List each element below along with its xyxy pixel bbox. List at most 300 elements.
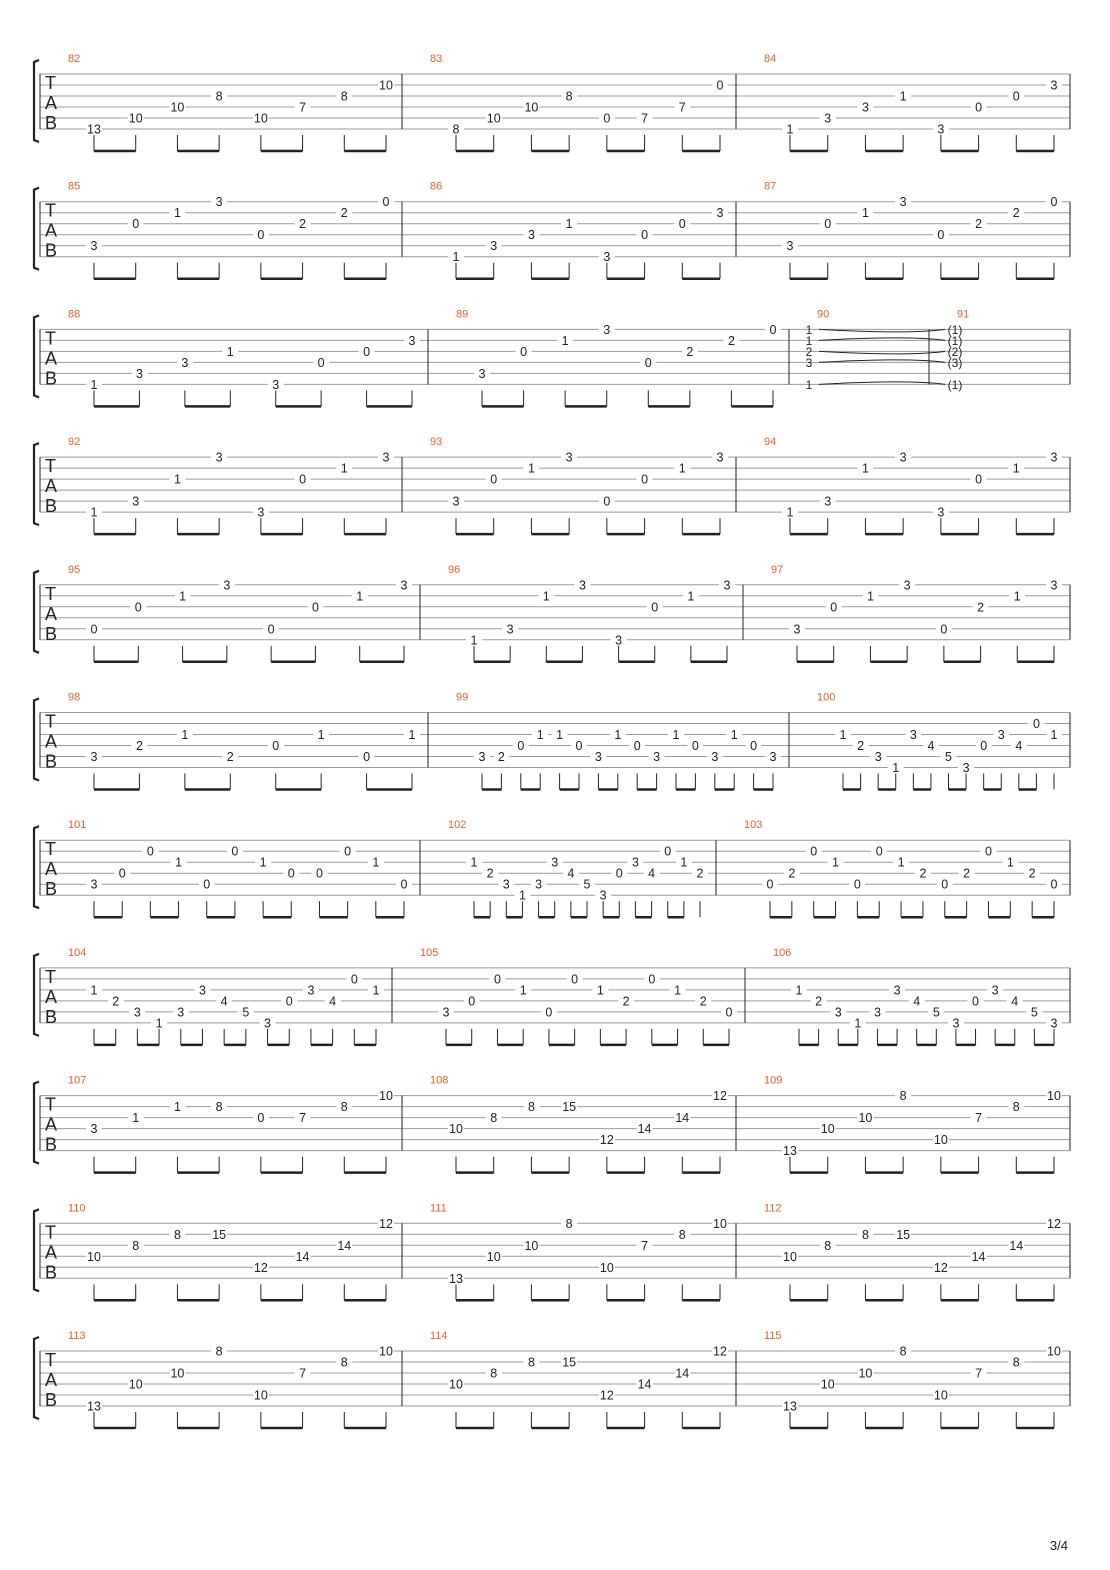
fret-number: 3 bbox=[824, 494, 832, 509]
fret-number: 7 bbox=[299, 1366, 307, 1381]
tab-clef-letter: T bbox=[45, 711, 56, 732]
fret-number: 7 bbox=[641, 1238, 649, 1253]
fret-number: 2 bbox=[497, 750, 505, 764]
tab-clef-letter: T bbox=[45, 1094, 56, 1115]
measure-110 bbox=[68, 1202, 394, 1300]
fret-number: 0 bbox=[1050, 195, 1058, 210]
measure-89 bbox=[456, 308, 781, 406]
fret-number: 14 bbox=[675, 1366, 690, 1381]
fret-number: 3 bbox=[874, 750, 882, 764]
fret-number: 3 bbox=[135, 366, 143, 381]
fret-number: 3 bbox=[478, 366, 486, 381]
fret-number: 0 bbox=[980, 739, 988, 753]
fret-number: 8 bbox=[215, 89, 223, 104]
fret-number: 0 bbox=[317, 355, 325, 370]
tab-clef-letter: B bbox=[45, 1006, 58, 1027]
fret-number: 1 bbox=[340, 461, 348, 476]
tab-system bbox=[34, 1330, 1070, 1428]
tied-fret-number: (3) bbox=[947, 355, 963, 370]
tab-clef-letter: B bbox=[45, 240, 58, 261]
fret-number: 15 bbox=[562, 1355, 577, 1370]
fret-number: 1 bbox=[1013, 589, 1021, 604]
measure-number: 85 bbox=[68, 180, 81, 193]
measure-105 bbox=[420, 947, 737, 1045]
fret-number: 0 bbox=[132, 217, 140, 232]
measure-87 bbox=[764, 181, 1062, 279]
measure-number: 99 bbox=[456, 691, 469, 704]
fret-number: 0 bbox=[520, 344, 528, 359]
fret-number: 10 bbox=[486, 111, 501, 126]
fret-number: 14 bbox=[637, 1377, 652, 1392]
measure-85 bbox=[68, 181, 394, 279]
measure-113 bbox=[68, 1330, 394, 1428]
measure-number: 100 bbox=[817, 691, 836, 704]
fret-number: 3 bbox=[1050, 578, 1058, 593]
fret-number: 14 bbox=[971, 1249, 986, 1264]
fret-number: 3 bbox=[90, 750, 98, 764]
measure-95 bbox=[68, 564, 412, 662]
fret-number: 10 bbox=[933, 1133, 948, 1148]
measure-number: 105 bbox=[420, 946, 439, 959]
fret-number: 1 bbox=[854, 1016, 862, 1031]
fret-number: 1 bbox=[674, 983, 682, 998]
fret-number: 0 bbox=[545, 1005, 553, 1020]
tab-clef-letter: T bbox=[45, 1222, 56, 1243]
fret-number: 10 bbox=[524, 100, 539, 115]
fret-number: 2 bbox=[135, 739, 143, 753]
fret-number: 3 bbox=[631, 855, 639, 870]
fret-number: 14 bbox=[295, 1249, 310, 1264]
tab-clef-letter: B bbox=[45, 879, 58, 900]
fret-number: 0 bbox=[231, 844, 239, 859]
fret-number: 3 bbox=[478, 750, 486, 764]
fret-number: 10 bbox=[128, 1377, 143, 1392]
fret-number: 8 bbox=[527, 1355, 535, 1370]
fret-number: 0 bbox=[875, 844, 883, 859]
measure-number: 108 bbox=[430, 1074, 449, 1087]
fret-number: 3 bbox=[909, 728, 917, 742]
tab-clef-letter: B bbox=[45, 1262, 58, 1283]
tab-clef-letter: A bbox=[45, 731, 58, 752]
fret-number: 0 bbox=[766, 877, 774, 892]
fret-number: 3 bbox=[793, 622, 801, 637]
fret-number: 1 bbox=[786, 122, 794, 137]
fret-number: 2 bbox=[622, 994, 630, 1009]
fret-number: 2 bbox=[977, 600, 985, 615]
measure-number: 94 bbox=[764, 436, 777, 449]
measure-number: 91 bbox=[957, 308, 970, 321]
fret-number: 1 bbox=[899, 89, 907, 104]
fret-number: 8 bbox=[1012, 1355, 1020, 1370]
measure-115 bbox=[764, 1330, 1062, 1428]
fret-number: 10 bbox=[858, 1366, 873, 1381]
fret-number: 7 bbox=[975, 1366, 983, 1381]
fret-number: 0 bbox=[853, 877, 861, 892]
fret-number: 2 bbox=[919, 866, 927, 881]
fret-number: 3 bbox=[873, 1005, 881, 1020]
fret-number: 3 bbox=[952, 1016, 960, 1031]
tab-clef-letter: B bbox=[45, 751, 58, 772]
system-bracket bbox=[34, 1209, 39, 1291]
fret-number: 1 bbox=[614, 728, 622, 742]
fret-number: 0 bbox=[984, 844, 992, 859]
fret-number: 0 bbox=[350, 972, 358, 987]
measure-number: 112 bbox=[764, 1202, 782, 1215]
fret-number: 1 bbox=[861, 206, 869, 221]
fret-number: 0 bbox=[972, 994, 980, 1009]
fret-number: 8 bbox=[132, 1238, 140, 1253]
measure-90 bbox=[806, 308, 945, 392]
fret-number: 1 bbox=[356, 589, 364, 604]
fret-number: 1 bbox=[832, 855, 840, 870]
fret-number: 0 bbox=[272, 739, 280, 753]
tied-fret-number: (1) bbox=[947, 322, 963, 337]
fret-number: 0 bbox=[118, 866, 126, 881]
tab-system bbox=[34, 1075, 1070, 1173]
tab-clef-letter: B bbox=[45, 368, 58, 389]
measure-98 bbox=[68, 692, 420, 790]
fret-number: 0 bbox=[664, 844, 672, 859]
measure-109 bbox=[764, 1075, 1062, 1173]
fret-number: 3 bbox=[223, 578, 231, 593]
measure-99 bbox=[456, 692, 781, 790]
fret-number: 2 bbox=[226, 750, 234, 764]
measure-101 bbox=[68, 819, 412, 917]
fret-number: 4 bbox=[1011, 994, 1019, 1009]
fret-number: 0 bbox=[750, 739, 758, 753]
tab-clef-letter: T bbox=[45, 200, 56, 221]
fret-number: 10 bbox=[170, 100, 185, 115]
fret-number: 1 bbox=[565, 217, 573, 232]
fret-number: 3 bbox=[215, 195, 223, 210]
fret-number: 0 bbox=[490, 472, 498, 487]
fret-number: 3 bbox=[603, 250, 611, 265]
fret-number: 0 bbox=[830, 600, 838, 615]
measure-number: 109 bbox=[764, 1074, 783, 1087]
fret-number: 3 bbox=[594, 750, 602, 764]
fret-number: 3 bbox=[1050, 450, 1058, 465]
fret-number: 5 bbox=[945, 750, 952, 764]
fret-number: 12 bbox=[599, 1388, 614, 1403]
fret-number: 8 bbox=[527, 1100, 535, 1115]
fret-number: 13 bbox=[783, 1144, 797, 1159]
fret-number: 10 bbox=[820, 1122, 835, 1137]
fret-number: 2 bbox=[299, 217, 307, 232]
fret-number: 0 bbox=[769, 322, 777, 337]
measure-number: 111 bbox=[430, 1202, 447, 1215]
fret-number: 8 bbox=[678, 1227, 686, 1242]
measure-91 bbox=[948, 308, 970, 392]
tab-clef-letter: A bbox=[45, 1370, 58, 1390]
fret-number: 2 bbox=[112, 994, 120, 1009]
fret-number: 4 bbox=[913, 994, 921, 1009]
fret-number: 0 bbox=[641, 228, 649, 243]
fret-number: 10 bbox=[449, 1377, 463, 1392]
tab-clef-letter: T bbox=[45, 328, 56, 349]
fret-number: 1 bbox=[470, 633, 478, 648]
fret-number: 0 bbox=[257, 1111, 265, 1126]
fret-number: 3 bbox=[937, 122, 945, 137]
fret-number: 10 bbox=[524, 1238, 539, 1253]
fret-number: 10 bbox=[379, 1344, 393, 1359]
fret-number: 1 bbox=[470, 855, 478, 870]
fret-number: 1 bbox=[132, 1111, 140, 1126]
tab-clef-letter: A bbox=[45, 93, 58, 113]
fret-number: 10 bbox=[379, 78, 393, 93]
fret-number: 0 bbox=[691, 739, 699, 753]
fret-number: 3 bbox=[578, 578, 586, 593]
fret-number: 1 bbox=[90, 505, 98, 520]
tab-system bbox=[34, 692, 1070, 790]
fret-number: 10 bbox=[87, 1249, 101, 1264]
fret-number: 1 bbox=[786, 505, 794, 520]
fret-number: 10 bbox=[379, 1089, 393, 1104]
fret-number: 3 bbox=[997, 728, 1005, 742]
measure-100 bbox=[817, 692, 1062, 790]
fret-number: 0 bbox=[941, 877, 949, 892]
fret-number: 3 bbox=[264, 1016, 272, 1031]
fret-number: 0 bbox=[400, 877, 408, 892]
fret-number: 0 bbox=[615, 866, 623, 881]
measure-number: 90 bbox=[817, 308, 830, 321]
chord-fret-number: 1 bbox=[805, 333, 813, 348]
fret-number: 8 bbox=[565, 89, 573, 104]
fret-number: 10 bbox=[128, 111, 143, 126]
fret-number: 0 bbox=[493, 972, 501, 987]
fret-number: 5 bbox=[242, 1005, 250, 1020]
fret-number: 4 bbox=[220, 994, 228, 1009]
tab-system bbox=[34, 1202, 1070, 1300]
fret-number: 10 bbox=[170, 1366, 185, 1381]
fret-number: 2 bbox=[975, 217, 983, 232]
measure-94 bbox=[764, 436, 1062, 534]
tab-clef-letter: B bbox=[45, 113, 58, 133]
fret-number: 14 bbox=[637, 1122, 652, 1137]
fret-number: 0 bbox=[725, 1005, 733, 1020]
fret-number: 8 bbox=[565, 1216, 573, 1231]
fret-number: 2 bbox=[340, 206, 348, 221]
fret-number: 3 bbox=[716, 450, 724, 465]
fret-number: 10 bbox=[1047, 1089, 1061, 1104]
tab-clef-letter: T bbox=[45, 583, 56, 604]
fret-number: 7 bbox=[299, 100, 307, 115]
fret-number: 3 bbox=[90, 1122, 98, 1137]
fret-number: 1 bbox=[372, 855, 380, 870]
fret-number: 1 bbox=[839, 728, 847, 742]
measure-102 bbox=[448, 819, 708, 917]
fret-number: 1 bbox=[1006, 855, 1014, 870]
fret-number: 3 bbox=[307, 983, 315, 998]
tab-clef-letter: T bbox=[45, 839, 56, 860]
fret-number: 3 bbox=[991, 983, 999, 998]
measure-number: 110 bbox=[68, 1202, 86, 1215]
fret-number: 3 bbox=[615, 633, 623, 648]
measure-96 bbox=[448, 564, 735, 662]
fret-number: 1 bbox=[1050, 728, 1058, 742]
fret-number: 10 bbox=[449, 1122, 463, 1137]
measure-106 bbox=[773, 947, 1062, 1045]
tab-system bbox=[34, 181, 1070, 279]
fret-number: 8 bbox=[173, 1227, 181, 1242]
fret-number: 1 bbox=[1012, 461, 1020, 476]
fret-number: 14 bbox=[337, 1238, 352, 1253]
fret-number: 3 bbox=[861, 100, 869, 115]
measure-104 bbox=[68, 947, 384, 1045]
fret-number: 3 bbox=[937, 505, 945, 520]
measure-84 bbox=[764, 53, 1062, 151]
measure-number: 107 bbox=[68, 1074, 87, 1087]
fret-number: 1 bbox=[90, 377, 98, 392]
fret-number: 1 bbox=[181, 728, 189, 742]
fret-number: 5 bbox=[932, 1005, 940, 1020]
fret-number: 1 bbox=[408, 728, 416, 742]
measure-number: 95 bbox=[68, 563, 81, 576]
measure-92 bbox=[68, 436, 394, 534]
fret-number: 1 bbox=[259, 855, 267, 870]
tab-system bbox=[34, 947, 1070, 1045]
fret-number: 1 bbox=[678, 461, 686, 476]
fret-number: 15 bbox=[896, 1227, 911, 1242]
fret-number: 3 bbox=[181, 355, 189, 370]
fret-number: 3 bbox=[90, 877, 98, 892]
measure-111 bbox=[430, 1202, 728, 1300]
measure-number: 84 bbox=[764, 53, 777, 65]
fret-number: 3 bbox=[90, 239, 98, 254]
tab-clef-letter: A bbox=[45, 476, 58, 497]
fret-number: 8 bbox=[899, 1344, 907, 1359]
fret-number: 0 bbox=[468, 994, 476, 1009]
fret-number: 1 bbox=[175, 855, 183, 870]
chord-fret-number: 1 bbox=[805, 377, 813, 392]
fret-number: 1 bbox=[866, 589, 874, 604]
fret-number: 3 bbox=[198, 983, 206, 998]
fret-number: 3 bbox=[132, 494, 140, 509]
fret-number: 0 bbox=[651, 600, 659, 615]
fret-number: 1 bbox=[680, 855, 688, 870]
fret-number: 0 bbox=[678, 217, 686, 232]
system-bracket bbox=[34, 571, 39, 653]
tab-clef-letter: A bbox=[45, 1114, 58, 1135]
fret-number: 3 bbox=[899, 195, 907, 210]
fret-number: 13 bbox=[449, 1271, 463, 1286]
fret-number: 8 bbox=[490, 1111, 498, 1126]
fret-number: 1 bbox=[519, 983, 527, 998]
fret-number: 0 bbox=[603, 111, 611, 126]
fret-number: 2 bbox=[1012, 206, 1020, 221]
fret-number: 0 bbox=[575, 739, 583, 753]
fret-number: 0 bbox=[810, 844, 818, 859]
fret-number: 3 bbox=[133, 1005, 141, 1020]
measure-number: 97 bbox=[771, 563, 784, 576]
fret-number: 14 bbox=[675, 1111, 690, 1126]
tab-clef-letter: A bbox=[45, 1242, 58, 1263]
tied-fret-number: (1) bbox=[947, 377, 963, 392]
tab-system bbox=[34, 53, 1070, 151]
fret-number: 0 bbox=[648, 972, 656, 987]
measure-number: 88 bbox=[68, 308, 81, 321]
fret-number: 3 bbox=[506, 622, 514, 637]
fret-number: 8 bbox=[1012, 1100, 1020, 1115]
fret-number: 1 bbox=[892, 761, 900, 775]
measure-number: 114 bbox=[430, 1330, 448, 1342]
fret-number: 14 bbox=[1009, 1238, 1024, 1253]
fret-number: 7 bbox=[975, 1111, 983, 1126]
fret-number: 0 bbox=[134, 600, 142, 615]
fret-number: 1 bbox=[542, 589, 550, 604]
fret-number: 3 bbox=[899, 450, 907, 465]
fret-number: 0 bbox=[267, 622, 275, 637]
fret-number: 3 bbox=[834, 1005, 842, 1020]
fret-number: 0 bbox=[603, 494, 611, 509]
fret-number: 0 bbox=[975, 472, 983, 487]
fret-number: 10 bbox=[858, 1111, 873, 1126]
measure-number: 87 bbox=[764, 180, 777, 193]
measure-86 bbox=[430, 181, 728, 279]
fret-number: 4 bbox=[927, 739, 935, 753]
tab-clef-letter: T bbox=[45, 456, 56, 477]
fret-number: 0 bbox=[315, 866, 323, 881]
fret-number: 0 bbox=[517, 739, 525, 753]
page-number: 3/4 bbox=[1049, 1538, 1068, 1553]
tab-clef-letter: B bbox=[45, 1134, 58, 1155]
measure-number: 102 bbox=[448, 819, 467, 832]
fret-number: 8 bbox=[824, 1238, 832, 1253]
fret-number: 1 bbox=[672, 728, 680, 742]
fret-number: 10 bbox=[253, 111, 268, 126]
fret-number: 3 bbox=[903, 578, 911, 593]
fret-number: 0 bbox=[287, 866, 295, 881]
fret-number: 2 bbox=[486, 866, 494, 881]
measure-93 bbox=[430, 436, 728, 534]
measure-number: 96 bbox=[448, 563, 461, 576]
fret-number: 12 bbox=[713, 1344, 727, 1359]
fret-number: 0 bbox=[940, 622, 948, 637]
fret-number: 0 bbox=[1050, 877, 1058, 892]
measure-number: 106 bbox=[773, 946, 792, 959]
fret-number: 10 bbox=[820, 1377, 835, 1392]
fret-number: 1 bbox=[527, 461, 535, 476]
fret-number: 3 bbox=[490, 239, 498, 254]
fret-number: 3 bbox=[723, 578, 731, 593]
fret-number: 0 bbox=[571, 972, 579, 987]
fret-number: 0 bbox=[382, 195, 390, 210]
fret-number: 2 bbox=[788, 866, 796, 881]
fret-number: 0 bbox=[90, 622, 98, 637]
fret-number: 1 bbox=[173, 472, 181, 487]
fret-number: 3 bbox=[716, 206, 724, 221]
fret-number: 4 bbox=[1015, 739, 1023, 753]
fret-number: 0 bbox=[257, 228, 265, 243]
fret-number: 0 bbox=[203, 877, 211, 892]
tab-clef-letter: A bbox=[45, 603, 58, 624]
fret-number: 3 bbox=[599, 888, 607, 903]
fret-number: 10 bbox=[713, 1216, 727, 1231]
fret-number: 3 bbox=[177, 1005, 185, 1020]
system-bracket bbox=[34, 699, 39, 781]
measure-108 bbox=[430, 1075, 728, 1173]
fret-number: 3 bbox=[551, 855, 559, 870]
fret-number: 12 bbox=[599, 1133, 614, 1148]
system-bracket bbox=[34, 954, 39, 1036]
tab-clef-letter: A bbox=[45, 348, 58, 369]
fret-number: 8 bbox=[861, 1227, 869, 1242]
fret-number: 8 bbox=[340, 89, 348, 104]
fret-number: 12 bbox=[713, 1089, 727, 1104]
fret-number: 0 bbox=[644, 355, 652, 370]
chord-fret-number: 2 bbox=[805, 344, 813, 359]
fret-number: 4 bbox=[648, 866, 656, 881]
measure-number: 115 bbox=[764, 1330, 782, 1342]
